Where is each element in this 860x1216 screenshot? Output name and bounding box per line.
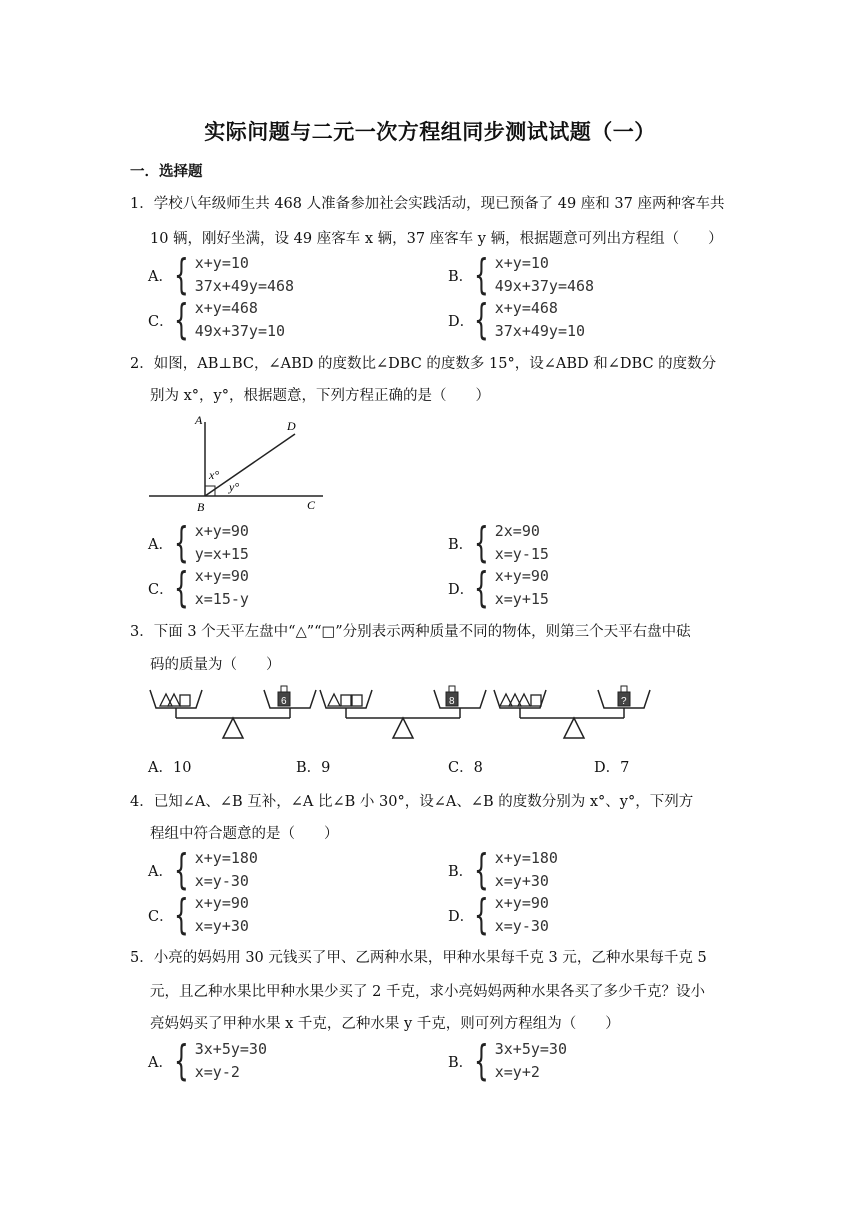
line-bd [205,434,295,496]
option-label: B． [448,536,474,553]
equation-system [495,252,594,298]
q1-option-a[interactable] [148,252,294,298]
q2-text-line2: 别为 x°，y°，根据题意，下列方程正确的是（ ） [150,388,490,404]
equation: x+y=90 [494,567,549,585]
equation: x=y+30 [494,872,549,890]
option-label: A． [148,760,173,776]
option-label: C． [448,760,474,776]
option-label: B． [448,863,474,880]
q3-text-line2: 码的质量为（ ） [150,657,281,673]
q5-text-line1: 5．小亮的妈妈用 30 元钱买了甲、乙两种水果，甲种水果每千克 3 元，乙种水果每千克 5 [130,950,707,966]
brace-icon: { [474,295,489,344]
q1-option-c[interactable] [148,297,285,343]
label-x-angle: x° [209,468,220,482]
equation: 37x+49y=468 [194,277,295,295]
q5-text-line3: 亮妈妈买了甲种水果 x 千克，乙种水果 y 千克，则可列方程组为（ ） [150,1016,620,1032]
label-c: C [307,498,316,512]
option-label: C． [148,313,174,330]
square-icon [531,695,541,706]
equation: 49x+37y=468 [494,277,595,295]
square-icon [180,695,190,706]
brace-icon: { [474,250,489,299]
balance-scales-figure [146,680,656,748]
label-b: B [197,500,205,514]
balance-scale-2 [320,686,486,738]
section-heading: 一．选择题 [130,163,203,180]
equation-system [495,847,558,893]
brace-icon: { [474,845,489,894]
weight-label-2: 8 [449,696,455,707]
option-label: D． [448,581,475,598]
equation-system [195,520,249,566]
q5-text-line2: 元，且乙种水果比甲种水果少买了 2 千克，求小亮妈妈两种水果各买了多少千克？设小 [150,984,705,1000]
q1-text-line2: 10 辆，刚好坐满，设 49 座客车 x 辆，37 座客车 y 辆，根据题意可列出方程组（ ） [150,231,723,247]
q4-text-line2: 程组中符合题意的是（ ） [150,826,339,842]
q2-text-line1: 2．如图，AB⊥BC，∠ABD 的度数比∠DBC 的度数多 15°，设∠ABD 和∠DBC 的度数分 [130,356,717,372]
q4-option-a[interactable] [148,847,258,893]
q4-option-c[interactable] [148,892,249,938]
equation-system [195,1038,267,1084]
weight-label-3: ? [621,696,627,707]
equation: x+y=90 [194,567,249,585]
option-label: A． [148,536,173,553]
option-label: C． [148,908,174,925]
equation: x+y=180 [494,849,558,867]
equation: x=y-2 [194,1063,240,1081]
q1-text-line1: 1．学校八年级师生共 468 人准备参加社会实践活动，现已预备了 49 座和 37 座两种客车共 [130,196,725,212]
brace-icon: { [174,563,189,612]
brace-icon: { [174,1036,189,1085]
equation: x+y=90 [194,522,249,540]
brace-icon: { [474,563,489,612]
equation: x=y+15 [494,590,549,608]
q3-text-line1: 3．下面 3 个天平左盘中“△”“□”分别表示两种质量不同的物体，则第三个天平右盘中砝 [130,624,691,640]
brace-icon: { [174,845,189,894]
q4-option-d[interactable] [448,892,549,938]
equation-system [195,297,285,343]
brace-icon: { [174,890,189,939]
option-label: A． [148,268,173,285]
q5-option-b[interactable] [448,1038,567,1084]
brace-icon: { [174,250,189,299]
brace-icon: { [174,518,189,567]
label-y-angle: y° [229,480,240,494]
equation-system [495,1038,567,1084]
q4-option-b[interactable] [448,847,558,893]
balance-scale-1 [150,686,316,738]
equation: x+y=468 [494,299,558,317]
balance-scale-3 [494,686,650,738]
q3-option-a[interactable] [148,756,191,777]
option-value: 10 [172,760,192,776]
option-value: 7 [620,760,630,776]
q5-option-a[interactable] [148,1038,267,1084]
option-value: 8 [473,760,483,776]
equation: x=y-30 [194,872,249,890]
option-label: B． [448,1054,474,1071]
square-icon [352,695,362,706]
equation-system [495,520,549,566]
triangle-icon [160,694,172,706]
triangle-icon [328,694,340,706]
option-label: C． [148,581,174,598]
brace-icon: { [474,1036,489,1085]
triangle-icon [168,694,180,706]
q2-option-d[interactable] [448,565,549,611]
option-label: B． [448,268,474,285]
q2-option-c[interactable] [148,565,249,611]
brace-icon: { [474,890,489,939]
equation: x+y=10 [194,254,249,272]
q2-option-b[interactable] [448,520,549,566]
q3-option-c[interactable] [448,756,483,777]
equation: 49x+37y=10 [194,322,286,340]
option-label: D． [448,313,475,330]
weight-label-1: 6 [281,696,287,707]
option-label: D． [594,760,621,776]
equation: x+y=180 [194,849,258,867]
equation: y=x+15 [194,545,249,563]
q3-option-d[interactable] [594,756,629,777]
angle-figure [145,412,325,514]
equation: x+y=10 [494,254,549,272]
equation-system [195,252,294,298]
equation: 3x+5y=30 [194,1040,267,1058]
equation: x=y-30 [494,917,549,935]
q1-option-b[interactable] [448,252,594,298]
equation: x+y=90 [494,894,549,912]
q2-option-a[interactable] [148,520,249,566]
equation: x=y+30 [194,917,249,935]
q1-option-d[interactable] [448,297,585,343]
label-d: D [287,419,296,433]
equation-system [195,847,258,893]
equation-system [195,565,249,611]
brace-icon: { [174,295,189,344]
equation: x+y=90 [194,894,249,912]
equation: 3x+5y=30 [494,1040,567,1058]
label-a: A [195,413,203,427]
equation: x=y-15 [494,545,549,563]
brace-icon: { [474,518,489,567]
option-value: 9 [321,760,331,776]
equation: 37x+49y=10 [494,322,586,340]
option-label: A． [148,1054,173,1071]
option-label: A． [148,863,173,880]
q4-text-line1: 4．已知∠A、∠B 互补，∠A 比∠B 小 30°，设∠A、∠B 的度数分别为 x°、y°，下列方 [130,794,694,810]
option-label: D． [448,908,475,925]
equation-system [195,892,249,938]
equation-system [495,565,549,611]
equation-system [495,297,585,343]
equation-system [495,892,549,938]
page-title: 实际问题与二元一次方程组同步测试试题（一） [204,119,656,144]
equation: x=y+2 [494,1063,540,1081]
equation: x+y=468 [194,299,258,317]
equation: 2x=90 [494,522,540,540]
q3-option-b[interactable] [296,756,330,777]
option-label: B． [296,760,322,776]
equation: x=15-y [194,590,249,608]
square-icon [341,695,351,706]
